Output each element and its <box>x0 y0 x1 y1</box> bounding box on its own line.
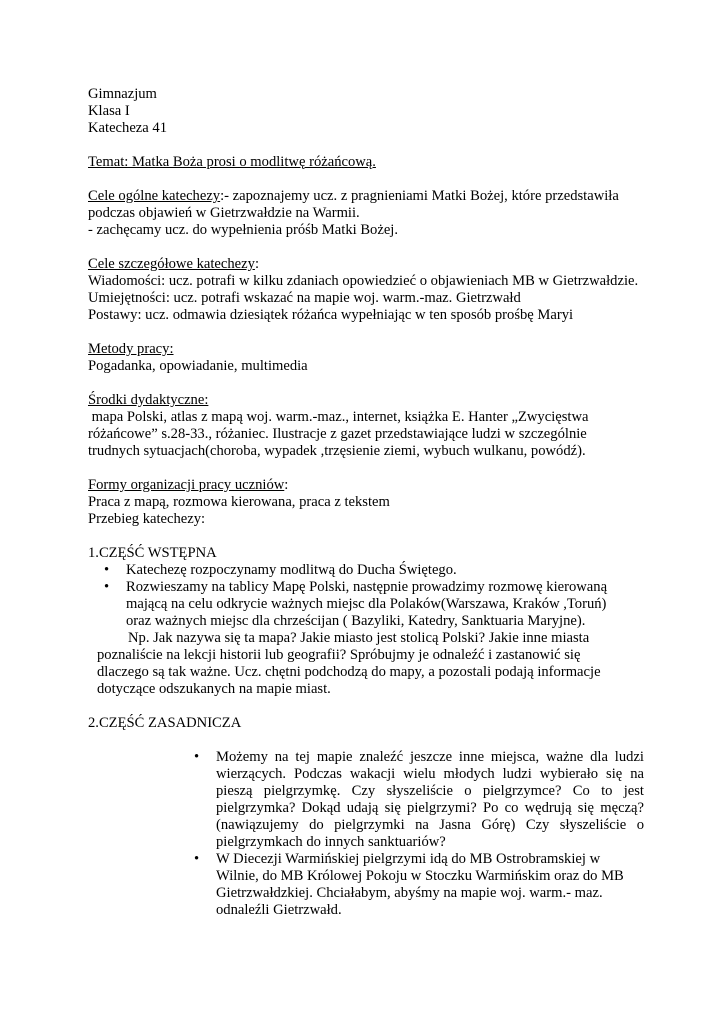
general-goals-text: :- zapoznajemy ucz. z pragnieniami Matki Bożej, które przedstawiła <box>220 188 619 204</box>
bullet-icon: • <box>194 749 200 765</box>
means-line1: mapa Polski, atlas z mapą woj. warm.-maz., internet, książka E. Hanter „Zwycięstwa <box>88 409 589 425</box>
general-goals-line1 <box>88 188 648 205</box>
part1-bullet2-line2: mającą na celu odkrycie ważnych miejsc dla Polaków(Warszawa, Kraków ,Toruń) <box>126 596 607 612</box>
forms-label: Formy organizacji pracy uczniów <box>88 477 285 493</box>
school-label: Gimnazjum <box>88 86 157 102</box>
part1-para-line1: Np. Jak nazywa się ta mapa? Jakie miasto jest stolicą Polski? Jakie inne miasta <box>128 630 590 646</box>
forms-line2: Przebieg katechezy: <box>88 511 206 527</box>
part2-b2-line3: Gietrzwałdzkiej. Chciałabym, abyśmy na mapie woj. warm.- maz. <box>216 885 603 901</box>
part1-para-line3: dlaczego są tak ważne. Ucz. chętni podchodzą do mapy, a pozostali podają informacje <box>97 664 601 680</box>
specific-goals-heading: Cele szczegółowe katechezy: <box>88 256 259 272</box>
part2-b1-line2: wierzących. Podczas wakacji wielu młodych ludzi wybierało się na <box>216 766 644 782</box>
part2-b2-line1: W Diecezji Warmińskiej pielgrzymi idą do MB Ostrobramskiej w <box>216 851 601 867</box>
forms-heading: Formy organizacji pracy uczniów: <box>88 477 289 493</box>
part1-heading: 1.CZĘŚĆ WSTĘPNA <box>88 545 217 561</box>
forms-line1: Praca z mapą, rozmowa kierowana, praca z tekstem <box>88 494 390 510</box>
means-line2: różańcowe” s.28-33., różaniec. Ilustracje z gazet przedstawiające ludzi w szczególnie <box>88 426 587 442</box>
part2-heading: 2.CZĘŚĆ ZASADNICZA <box>88 715 242 731</box>
topic-heading: Temat: Matka Boża prosi o modlitwę różańcową. <box>88 154 376 170</box>
part2-b1-line4: pielgrzymka? Dokąd udają się pielgrzymi? Po co wędrują się męczą? <box>216 800 644 816</box>
part2-b1-line1: Możemy na tej mapie znaleźć jeszcze inne miejsca, ważne dla ludzi <box>216 749 644 765</box>
means-heading: Środki dydaktyczne: <box>88 392 209 408</box>
part2-b2-line2: Wilnie, do MB Królowej Pokoju w Stoczku Warmińskim oraz do MB <box>216 868 624 884</box>
part1-bullet2-line3: oraz ważnych miejsc dla chrześcijan ( Bazyliki, Katedry, Sanktuaria Maryjne). <box>126 613 586 629</box>
general-goals-line3: - zachęcamy ucz. do wypełnienia próśb Matki Bożej. <box>88 222 399 238</box>
list-item <box>104 562 648 579</box>
attitudes-goal: Postawy: ucz. odmawia dziesiątek różańca wypełniając w ten sposób prośbę Maryi <box>88 307 574 323</box>
list-item <box>104 579 648 630</box>
part1-para-line2: poznaliście na lekcji historii lub geografii? Spróbujmy je odnaleźć i zastanowić się <box>97 647 581 663</box>
bullet-icon: • <box>104 579 110 595</box>
document-page <box>88 86 648 919</box>
methods-text: Pogadanka, opowiadanie, multimedia <box>88 358 308 374</box>
part1-para-line4: dotyczące odszukanych na mapie miast. <box>97 681 331 697</box>
part1-bullet1: Katechezę rozpoczynamy modlitwą do Ducha Świętego. <box>126 562 457 578</box>
part2-b1-line3: pieszą pielgrzymkę. Czy słyszeliście o pielgrzymce? Co to jest <box>216 783 644 799</box>
bullet-icon: • <box>104 562 110 578</box>
bullet-icon: • <box>194 851 200 867</box>
general-goals-label: Cele ogólne katechezy <box>88 188 221 204</box>
list-item <box>194 749 644 851</box>
general-goals-line2: podczas objawień w Gietrzwałdzie na Warmii. <box>88 205 360 221</box>
means-line3: trudnych sytuacjach(choroba, wypadek ,trzęsienie ziemi, wybuch wulkanu, powódź). <box>88 443 586 459</box>
part1-bullet2-line1: Rozwieszamy na tablicy Mapę Polski, następnie prowadzimy rozmowę kierowaną <box>126 579 608 595</box>
specific-goals-label: Cele szczegółowe katechezy <box>88 256 255 272</box>
methods-heading: Metody pracy: <box>88 341 174 357</box>
knowledge-goal: Wiadomości: ucz. potrafi w kilku zdaniach opowiedzieć o objawieniach MB w Gietrzwałdzie. <box>88 273 639 289</box>
part2-b2-line4: odnaleźli Gietrzwałd. <box>216 902 342 918</box>
class-label: Klasa I <box>88 103 130 119</box>
part2-b1-line5: (nawiązujemy do pielgrzymki na Jasna Górę) Czy słyszeliście o <box>216 817 644 833</box>
skills-goal: Umiejętności: ucz. potrafi wskazać na mapie woj. warm.-maz. Gietrzwałd <box>88 290 521 306</box>
lesson-label: Katecheza 41 <box>88 120 167 136</box>
part2-b1-line6: pielgrzymkach do innych sanktuariów? <box>216 834 446 850</box>
list-item <box>194 851 648 919</box>
